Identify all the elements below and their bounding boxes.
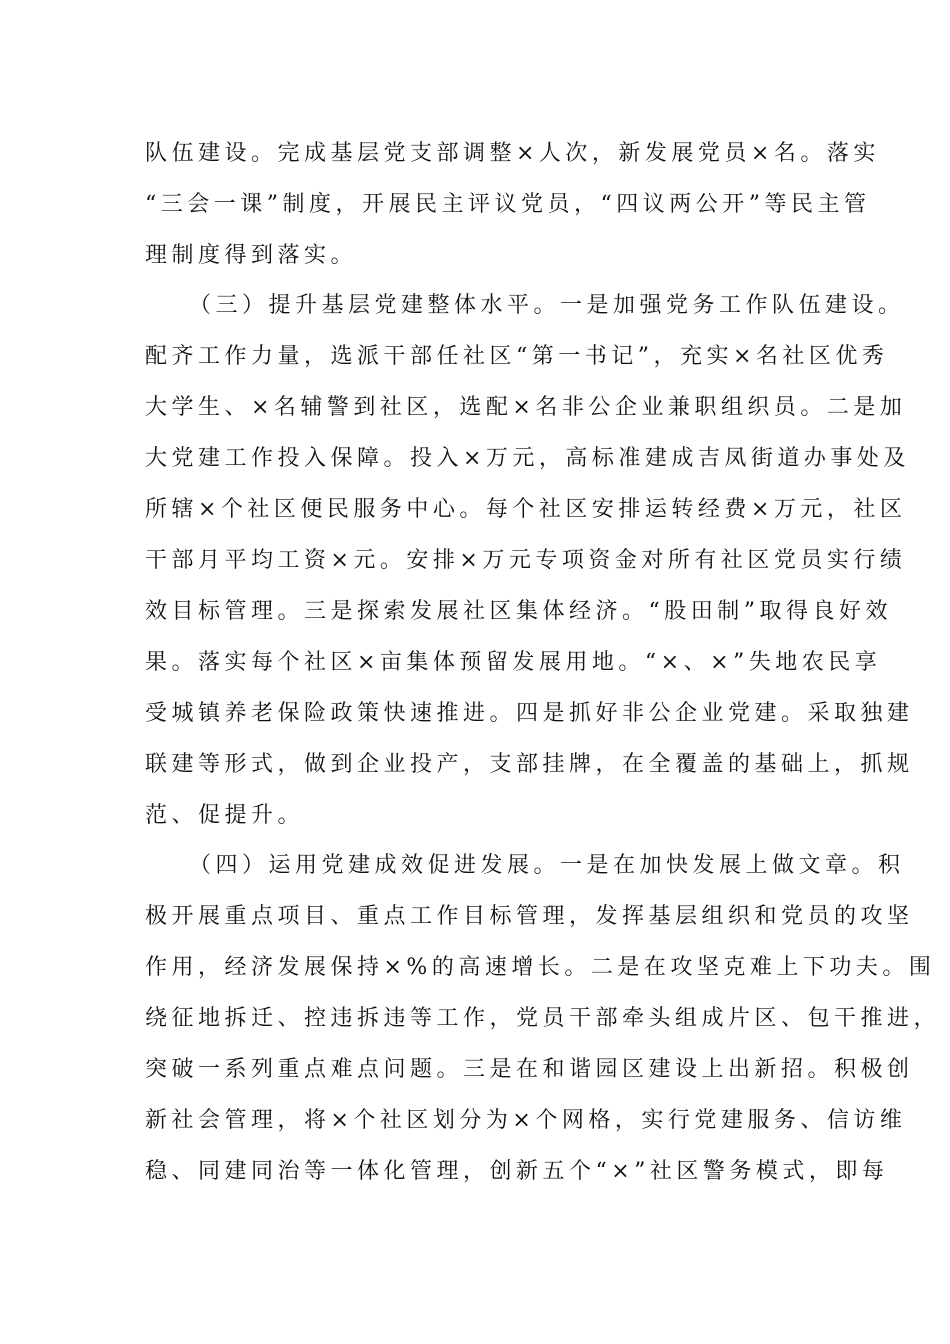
text-line: 绕征地拆迁、控违拆违等工作，党员干部牵头组成片区、包干推进， xyxy=(145,1006,941,1031)
text-line: 极开展重点项目、重点工作目标管理，发挥基层组织和党员的攻坚 xyxy=(145,904,914,929)
text-line: （三）提升基层党建整体水平。一是加强党务工作队伍建设。 xyxy=(189,293,905,318)
text-line: 干部月平均工资×元。安排×万元专项资金对所有社区党员实行绩 xyxy=(145,548,907,573)
text-line: 作用，经济发展保持×%的高速增长。二是在攻坚克难上下功夫。围 xyxy=(145,955,936,980)
text-line: 配齐工作力量，选派干部任社区“第一书记”，充实×名社区优秀 xyxy=(145,344,889,369)
text-line: 所辖×个社区便民服务中心。每个社区安排运转经费×万元，社区 xyxy=(145,497,907,522)
text-line: （四）运用党建成效促进发展。一是在加快发展上做文章。积 xyxy=(189,853,905,878)
text-line: 新社会管理，将×个社区划分为×个网格，实行党建服务、信访维 xyxy=(145,1108,907,1133)
paragraph-1 xyxy=(145,128,880,281)
text-line: 联建等形式，做到企业投产，支部挂牌，在全覆盖的基础上，抓规 xyxy=(145,752,914,777)
text-line: 突破一系列重点难点问题。三是在和谐园区建设上出新招。积极创 xyxy=(145,1057,914,1082)
text-line: 果。落实每个社区×亩集体预留发展用地。“×、×”失地农民享 xyxy=(145,650,882,675)
text-line: 大党建工作投入保障。投入×万元，高标准建成吉凤街道办事处及 xyxy=(145,446,910,471)
paragraph-2 xyxy=(145,280,914,841)
text-line: 队伍建设。完成基层党支部调整×人次，新发展党员×名。落实 xyxy=(145,141,880,166)
text-line: 受城镇养老保险政策快速推进。四是抓好非公企业党建。采取独建 xyxy=(145,701,914,726)
text-line: 稳、同建同治等一体化管理，创新五个“×”社区警务模式，即每 xyxy=(145,1159,889,1184)
text-line: 效目标管理。三是探索发展社区集体经济。“股田制”取得良好效 xyxy=(145,599,892,624)
text-line: 大学生、×名辅警到社区，选配×名非公企业兼职组织员。二是加 xyxy=(145,395,907,420)
paragraph-3 xyxy=(145,840,941,1197)
text-line: 理制度得到落实。 xyxy=(145,243,358,268)
text-line: “三会一课”制度，开展民主评议党员，“四议两公开”等民主管 xyxy=(145,192,871,217)
text-line: 范、促提升。 xyxy=(145,803,305,828)
